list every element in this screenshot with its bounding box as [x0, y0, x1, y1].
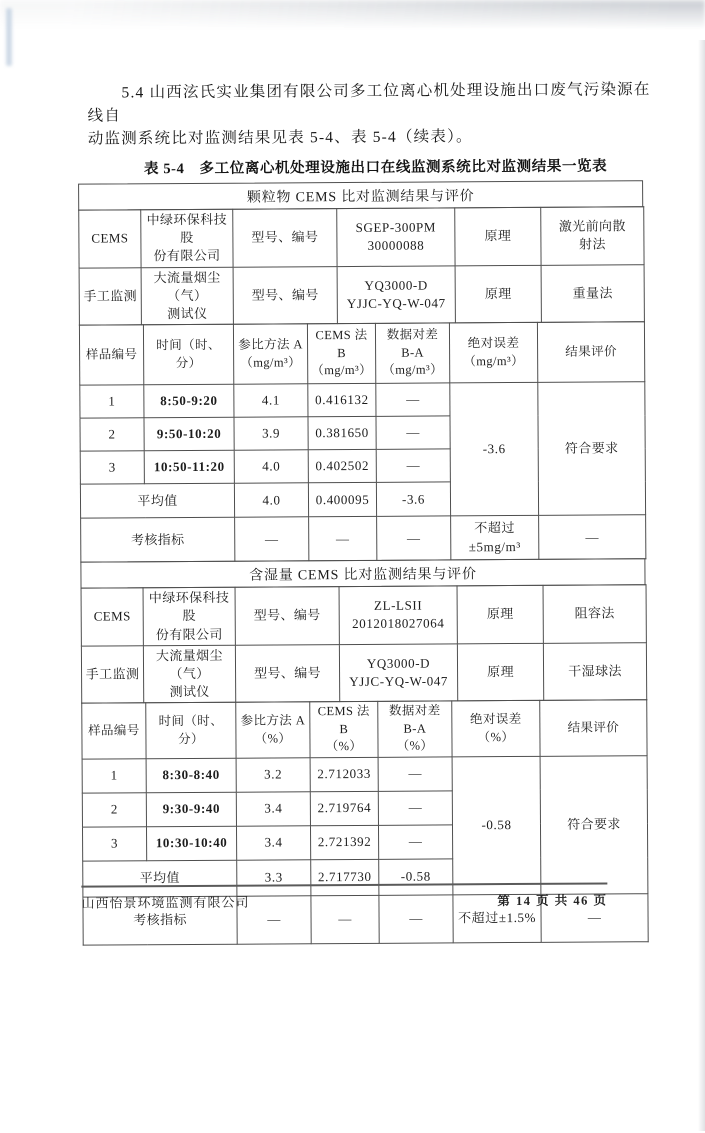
table-row — [79, 264, 644, 325]
table-row — [81, 585, 646, 646]
assess-diff-cell: — — [377, 516, 451, 560]
assess-result-cell: — — [539, 515, 646, 560]
principle-cell: 激光前向散 射法 — [541, 207, 644, 265]
monitor-type-cell: 手工监测 — [81, 645, 143, 703]
table-header-row — [82, 700, 647, 759]
principle-cell: 重量法 — [541, 264, 644, 322]
diff-cell: — — [378, 791, 452, 825]
model-serial-cell: SGEP-300PM 30000088 — [337, 208, 455, 266]
abs-error-merged-cell: -3.6 — [450, 382, 539, 516]
diff-cell: — — [376, 383, 450, 416]
footer-page-number: 第 14 页 共 46 页 — [497, 893, 608, 909]
avg-diff-cell: -0.58 — [379, 859, 453, 895]
time-cell: 8:50-9:20 — [144, 384, 234, 418]
monitor-type-cell: CEMS — [79, 210, 141, 268]
assess-label-cell: 考核指标 — [83, 896, 237, 945]
assess-limit-cell: 不超过±1.5% — [453, 894, 541, 943]
principle-cell: 阻容法 — [543, 585, 646, 643]
cems-value-cell: 2.721392 — [310, 825, 378, 859]
model-label-cell: 型号、编号 — [233, 209, 337, 267]
monitor-type-cell: CEMS — [81, 588, 143, 646]
instrument-info-table — [81, 584, 648, 704]
ref-value-cell: 4.1 — [234, 384, 308, 417]
col-header-ref-method: 参比方法 A （%） — [236, 702, 310, 758]
sample-no-cell: 3 — [82, 827, 146, 861]
col-header-sample-no: 样品编号 — [79, 325, 143, 385]
section-title: 颗粒物 CEMS 比对监测结果与评价 — [78, 180, 643, 210]
instrument-info-table — [78, 206, 645, 326]
col-header-cems: CEMS 法 B （%） — [310, 702, 378, 758]
col-header-abs-error: 绝对误差 （%） — [452, 701, 540, 757]
model-serial-cell: ZL-LSII 2012018027064 — [339, 586, 457, 644]
ref-value-cell: 3.4 — [236, 792, 310, 826]
result-merged-cell: 符合要求 — [538, 382, 646, 516]
avg-ref-cell: 3.3 — [237, 860, 311, 896]
diff-cell: — — [378, 825, 452, 859]
assess-ref-cell: — — [237, 896, 311, 944]
table-row — [79, 207, 644, 268]
assess-cems-cell: — — [311, 895, 379, 943]
diff-cell: — — [378, 757, 452, 791]
ref-value-cell: 3.2 — [236, 758, 310, 792]
table-header-row — [79, 322, 644, 385]
table-caption: 表 5-4 多工位离心机处理设施出口在线监测系统比对监测结果一览表 — [143, 158, 608, 178]
results-table — [79, 321, 646, 562]
abs-error-merged-cell: -0.58 — [452, 756, 541, 895]
org-cell: 大流量烟尘（气） 测试仪 — [141, 267, 233, 325]
principle-label-cell: 原理 — [457, 643, 543, 701]
avg-ref-cell: 4.0 — [234, 483, 308, 517]
section-title: 含湿量 CEMS 比对监测结果与评价 — [80, 558, 645, 588]
time-cell: 10:30-10:40 — [146, 826, 236, 861]
diff-cell: — — [376, 416, 450, 449]
cems-value-cell: 0.402502 — [308, 449, 376, 482]
col-header-abs-error: 绝对误差 （mg/m³） — [449, 322, 537, 383]
principle-label-cell: 原理 — [455, 265, 541, 323]
org-cell: 大流量烟尘（气） 测试仪 — [143, 645, 235, 703]
model-label-cell: 型号、编号 — [235, 587, 339, 645]
table-row — [82, 755, 647, 792]
table-row — [81, 642, 646, 703]
comparison-table — [78, 180, 648, 945]
cems-value-cell: 2.712033 — [310, 757, 378, 791]
model-label-cell: 型号、编号 — [233, 266, 337, 324]
monitor-type-cell: 手工监测 — [79, 267, 141, 325]
result-merged-cell: 符合要求 — [540, 755, 648, 894]
col-header-cems: CEMS 法 B （mg/m³） — [307, 323, 375, 383]
avg-cems-cell: 2.717730 — [311, 859, 379, 895]
org-cell: 中绿环保科技股 份有限公司 — [141, 209, 233, 267]
assess-ref-cell: — — [235, 517, 309, 561]
ref-value-cell: 3.4 — [236, 826, 310, 860]
col-header-time: 时间（时、分） — [146, 702, 236, 758]
paragraph-line: 动监测系统比对监测结果见表 5-4、表 5-4（续表）。 — [87, 128, 473, 148]
assess-limit-cell: 不超过±5mg/m³ — [451, 515, 539, 560]
avg-cems-cell: 0.400095 — [308, 482, 376, 516]
org-cell: 中绿环保科技股 份有限公司 — [143, 587, 235, 645]
assess-diff-cell: — — [379, 895, 453, 943]
table-row — [80, 382, 645, 418]
time-cell: 9:50-10:20 — [144, 417, 234, 451]
avg-label-cell: 平均值 — [83, 860, 237, 897]
col-header-ref-method: 参比方法 A （mg/m³） — [233, 324, 307, 384]
col-header-diff: 数据对差 B-A （mg/m³） — [375, 323, 449, 383]
ref-value-cell: 4.0 — [234, 450, 308, 483]
col-header-result: 结果评价 — [537, 322, 644, 383]
sample-no-cell: 2 — [82, 793, 146, 827]
diff-cell: — — [376, 449, 450, 482]
col-header-sample-no: 样品编号 — [82, 703, 146, 759]
section-particulate — [78, 180, 645, 563]
col-header-result: 结果评价 — [540, 700, 647, 756]
avg-diff-cell: -3.6 — [376, 482, 450, 516]
page-footer — [81, 882, 607, 911]
assess-result-cell: — — [541, 893, 648, 942]
col-header-time: 时间（时、分） — [143, 324, 233, 385]
model-serial-cell: YQ3000-D YJJC-YQ-W-047 — [337, 265, 455, 323]
cems-value-cell: 0.416132 — [308, 383, 376, 416]
sample-no-cell: 3 — [80, 451, 144, 484]
assessment-row — [81, 515, 646, 562]
sample-no-cell: 1 — [82, 759, 146, 793]
time-cell: 8:30-8:40 — [146, 758, 236, 793]
col-header-diff: 数据对差 B-A （%） — [378, 701, 452, 757]
assess-label-cell: 考核指标 — [81, 517, 235, 562]
assess-cems-cell: — — [309, 516, 377, 560]
principle-label-cell: 原理 — [457, 585, 543, 643]
body-paragraph — [87, 78, 664, 151]
cems-value-cell: 2.719764 — [310, 791, 378, 825]
paragraph-line: 5.4 山西泫氏实业集团有限公司多工位离心机处理设施出口废气污染源在线自 — [87, 81, 651, 125]
model-serial-cell: YQ3000-D YJJC-YQ-W-047 — [339, 644, 457, 702]
sample-no-cell: 2 — [80, 418, 144, 451]
model-label-cell: 型号、编号 — [235, 644, 339, 702]
footer-company: 山西怡景环境监测有限公司 — [81, 894, 250, 911]
principle-label-cell: 原理 — [455, 207, 541, 265]
time-cell: 9:30-9:40 — [146, 792, 236, 827]
cems-value-cell: 0.381650 — [308, 416, 376, 449]
time-cell: 10:50-11:20 — [144, 450, 234, 484]
sample-no-cell: 1 — [80, 385, 144, 418]
ref-value-cell: 3.9 — [234, 417, 308, 450]
avg-label-cell: 平均值 — [80, 483, 234, 518]
principle-cell: 干湿球法 — [543, 642, 646, 700]
